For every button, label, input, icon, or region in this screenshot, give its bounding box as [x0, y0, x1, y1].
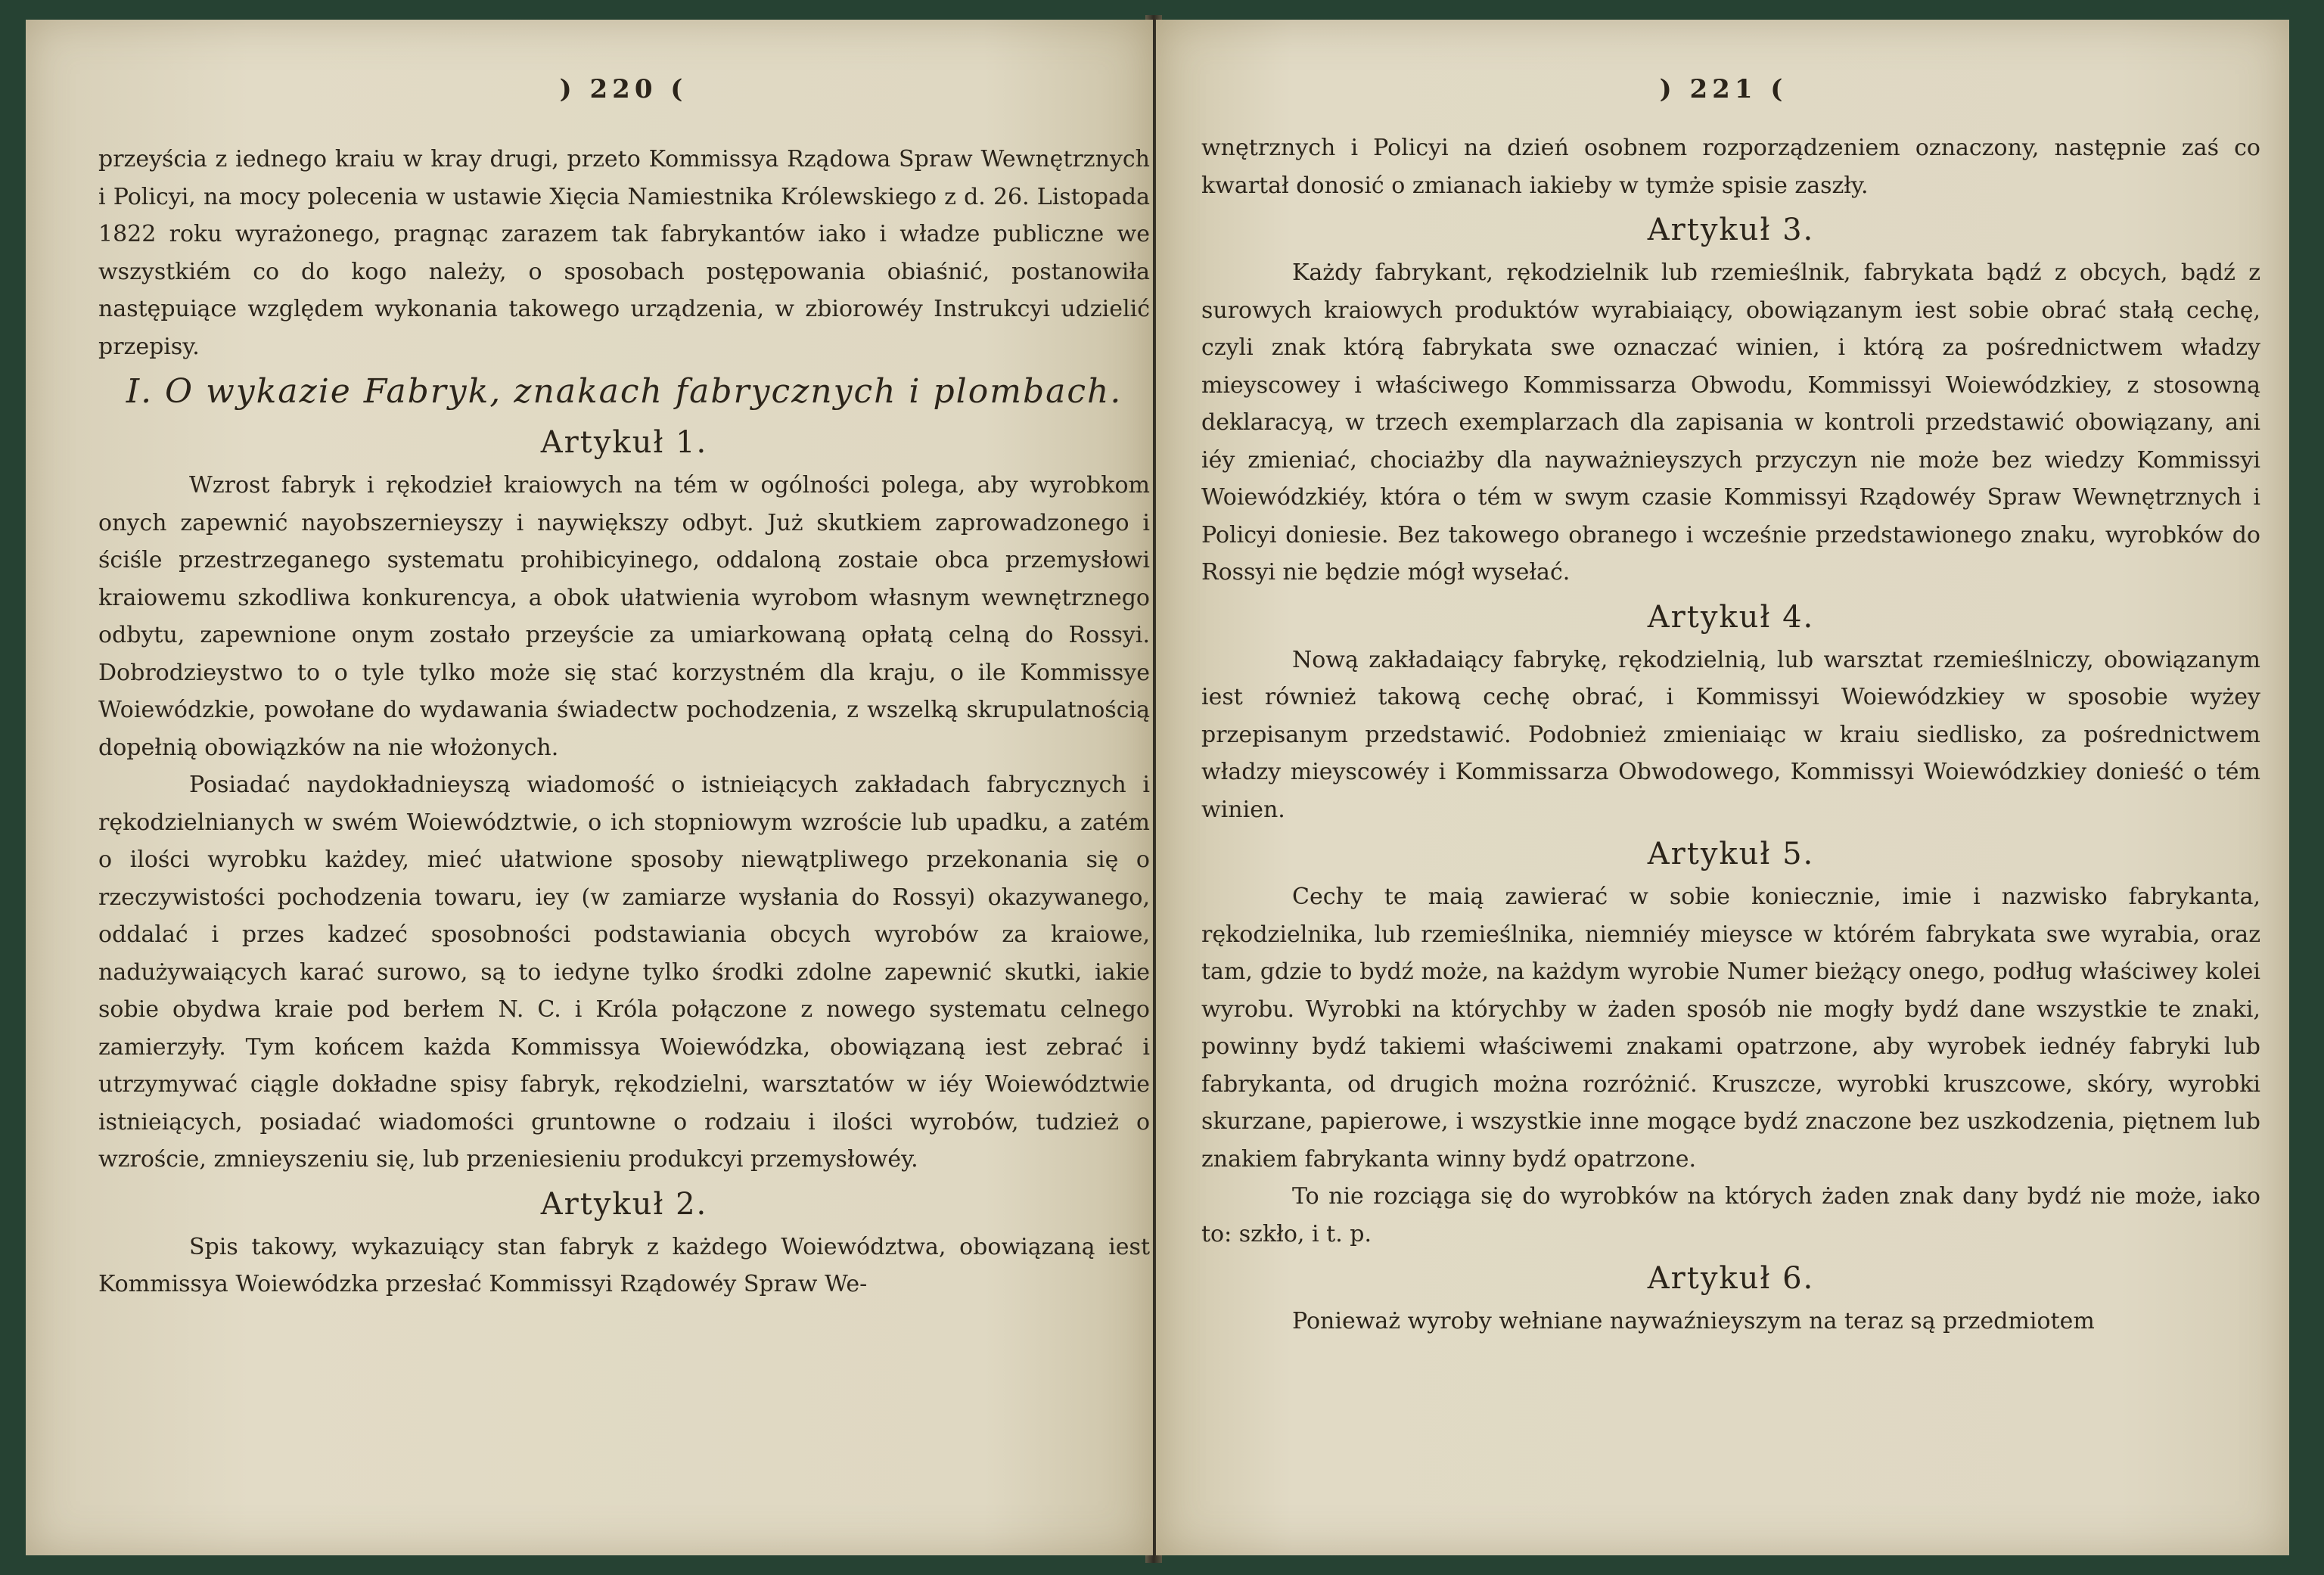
article-heading: Artykuł 4.	[1647, 599, 1815, 635]
article-paragraph: Cechy te maią zawierać w sobie koniecznie, imie i nazwisko fabrykanta, rękodzielnika, lub rzemieślnika, niemniéy mieysce w którém fabrykata swe wyrabia, oraz tam, gdzie to bydź może, na każdym wyrobie Numer bieżący onego, podług właściwey kolei wyrobu. Wyrobki na którychby w żaden sposób nie mogły bydź dane wszystkie te znaki, powinny bydź takiemi właściwemi znakami opatrzone, aby wyrobek iednéy fabryki lub fabrykanta, od drugich można rozróżnić. Kruszcze, wyrobki kruszcowe, skóry, wyrobki skurzane, papierowe, i wszystkie inne mogące bydź znaczone bez uszkodzenia, piętnem lub znakiem fabrykanta winny bydź opatrzone.	[1201, 884, 2260, 1173]
left-page	[26, 20, 1153, 1555]
section-title: I. O wykazie Fabryk, znakach fabrycznych i plombach.	[126, 372, 1123, 411]
article-paragraph: Wzrost fabryk i rękodzieł kraiowych na tém w ogólności polega, aby wyrobkom onych zapewnić nayobszernieyszy i naywiększy odbyt. Już skutkiem zaprowadzonego i ściśle przestrzeganego systematu prohibicyinego, oddaloną zostaie obca przemysłowi kraiowemu szkodliwa konkurencya, a obok ułatwienia wyrobom własnym wewnętrznego odbytu, zapewnione onym zostało przeyście za umiarkowaną opłatą celną do Rossyi. Dobrodzieystwo to o tyle tylko może się stać korzystném dla kraju, o ile Kommissye Woiewódzkie, powołane do wydawania świadectw pochodzenia, z wszelką skrupulatnością dopełnią obowiązków na nie włożonych.	[98, 472, 1150, 761]
article-heading: Artykuł 5.	[1647, 837, 1815, 871]
article-paragraph: Każdy fabrykant, rękodzielnik lub rzemieślnik, fabrykata bądź z obcych, bądź z surowych kraiowych produktów wyrabiaiący, obowiązanym iest sobie obrać stałą cechę, czyli znak którą fabrykata swe oznaczać winien, i którą za pośrednictwem władzy mieyscowey i właściwego Kommissarza Obwodu, Kommissyi Woiewódzkiey, z stosowną deklaracyą, w trzech exemplarzach dla zapisania w kontroli przedstawić obowiązany, ani iéy zmieniać, chociażby dla nayważnieyszych przyczyn nie może bez wiedzy Kommissyi Woiewódzkiéy, która o tém w swym czasie Kommissyi Rządowéy Spraw Wewnętrznych i Policyi doniesie. Bez takowego obranego i wcześnie przedstawionego znaku, wyrobków do Rossyi nie będzie mógł wysełać.	[1201, 259, 2260, 586]
article-heading: Artykuł 6.	[1647, 1261, 1815, 1296]
article-paragraph: Spis takowy, wykazuiący stan fabryk z każdego Woiewództwa, obowiązaną iest Kommissya Woiewódzka przesłać Kommissyi Rządowéy Spraw We-	[98, 1233, 1150, 1297]
page-number: ) 220 (	[559, 74, 688, 104]
article-paragraph: Posiadać naydokładnieyszą wiadomość o istnieiących zakładach fabrycznych i rękodzielnianych w swém Woiewództwie, o ich stopniowym wzroście lub upadku, a zatém o ilości wyrobku każdey, mieć ułatwione sposoby niewątpliwego przekonania się o rzeczywistości pochodzenia towaru, iey (w zamiarze wysłania do Rossyi) okazywanego, oddalać i przes kadzeć sposobności podstawiania obcych wyrobów za kraiowe, nadużywaiących karać surowo, są to iedyne tylko środki zdolne zapewnić skutki, iakie sobie obydwa kraie pod berłem N. C. i Króla połączone z nowego systematu celnego zamierzyły. Tym końcem każda Kommissya Woiewódzka, obowiązaną iest zebrać i utrzymywać ciągle dokładne spisy fabryk, rękodzielni, warsztatów w iéy Woiewództwie istnieiących, posiadać wiadomości gruntowne o rodzaiu i ilości wyrobów, tudzież o wzroście, zmnieyszeniu się, lub przeniesieniu produkcyi przemysłowéy.	[98, 772, 1150, 1173]
article-heading: Artykuł 1.	[540, 425, 708, 460]
continuation-paragraph: wnętrznych i Policyi na dzień osobnem rozporządzeniem oznaczony, następnie zaś co kwartał donosić o zmianach iakieby w tymże spisie zaszły.	[1201, 135, 2260, 199]
article-paragraph: Ponieważ wyroby wełniane naywaźnieyszym na teraz są przedmiotem	[1292, 1308, 2095, 1334]
article-paragraph: To nie rozciąga się do wyrobków na których żaden znak dany bydź nie może, iako to: szkło, i t. p.	[1201, 1183, 2260, 1247]
right-page-text	[1201, 129, 2260, 1340]
article-heading: Artykuł 2.	[540, 1186, 708, 1222]
article-paragraph: Nową zakładaiący fabrykę, rękodzielnią, lub warsztat rzemieślniczy, obowiązanym iest również takową cechę obrać, i Kommissyi Woiewódzkiey w sposobie wyżey przepisanym przedstawić. Podobnież zmieniaiąc w kraiu siedlisko, za pośrednictwem władzy mieyscowéy i Kommissarza Obwodowego, Kommissyi Woiewódzkiey donieść o tém winien.	[1201, 646, 2260, 823]
page-number: ) 221 (	[1659, 74, 1788, 104]
article-heading: Artykuł 3.	[1647, 213, 1815, 247]
right-page	[1156, 20, 2289, 1555]
left-page-text	[98, 141, 1150, 1303]
intro-paragraph: przeyścia z iednego kraiu w kray drugi, przeto Kommissya Rządowa Spraw Wewnętrznych i Policyi, na mocy polecenia w ustawie Xięcia Namiestnika Królewskiego z d. 26. Listopada 1822 roku wyrażonego, pragnąc zarazem tak fabrykantów iako i władze publiczne we wszystkiém co do kogo należy, o sposobach postępowania obiaśnić, postanowiła następuiące względem wykonania takowego urządzenia, w zbiorowéy Instrukcyi udzielić przepisy.	[98, 146, 1150, 360]
